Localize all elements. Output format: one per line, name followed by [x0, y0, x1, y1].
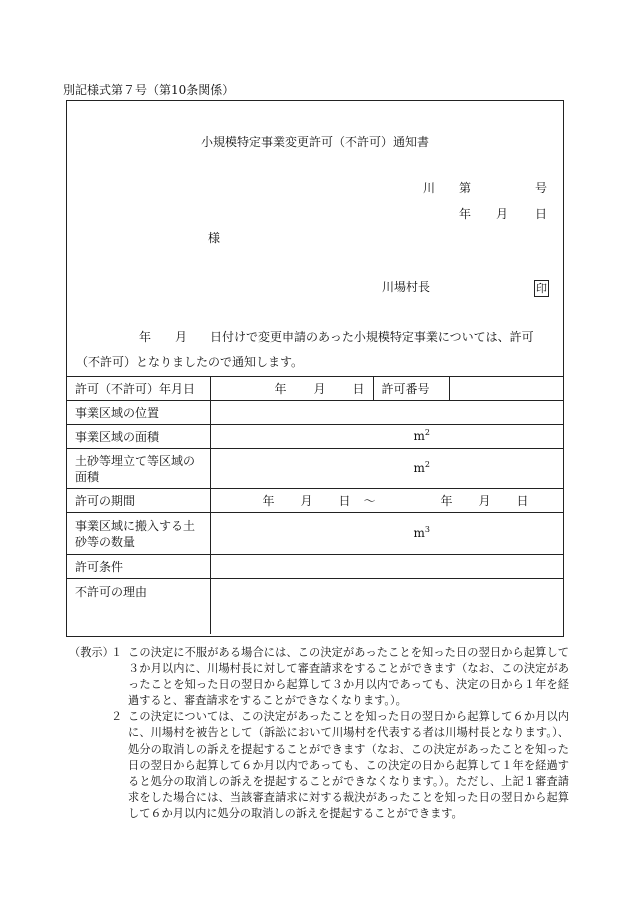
soil-volume-label: [67, 513, 210, 555]
instruction-1-number: １: [111, 646, 123, 659]
issuer-name: 川場村長: [382, 280, 431, 294]
soil-volume-label-line-1: 事業区域に搬入する土: [75, 518, 196, 533]
period-to-day: 日: [516, 494, 529, 508]
fill-area-value: [210, 449, 563, 489]
date-month: 月: [496, 207, 509, 221]
period-from-month: 月: [300, 494, 313, 508]
conditions-label: 許可条件: [67, 555, 210, 579]
area-label: 事業区域の面積: [67, 425, 210, 449]
body-year: 年: [139, 330, 152, 344]
fill-area-unit: m: [413, 460, 425, 475]
instruction-2-text: この決定については、この決定があったことを知った日の翌日から起算して６か月以内に、川場村を被告として（訴訟において川場村を代表する者は川場村長となります。）、処分の取消しの訴えを提起することができます（なお、この決定があったことを知った日の翌日から起算して６か月以内であっても、この決定の日から起算して１年を経過すると処分の取消しの訴えを提起することができなくなります。）。ただし、上記１審査請求をした場合には、当該審査請求に対する裁決があったことを知った日の翌日から起算して６か月以内に処分の取消しの訴えを提起することができます。: [128, 710, 569, 820]
addressee-sama: 様: [208, 231, 221, 245]
table-row-permit-date: [67, 377, 563, 401]
table-row-location: [67, 401, 563, 425]
permit-details-table: [67, 376, 563, 634]
table-row-period: [67, 489, 563, 513]
location-label: 事業区域の位置: [67, 401, 210, 425]
body-line-1: 日付けで変更申請のあった小規模特定事業については、許可: [210, 330, 534, 344]
area-unit-sup: 2: [424, 427, 430, 437]
body-line-2: （不許可）となりましたので通知します。: [76, 355, 304, 369]
permit-date-label: 許可（不許可）年月日: [67, 377, 210, 401]
notice-form-frame: [66, 100, 564, 637]
permit-date-value: [210, 377, 373, 401]
soil-volume-unit-sup: 3: [424, 524, 430, 534]
conditions-value: [210, 555, 563, 579]
body-month: 月: [175, 330, 188, 344]
period-to-year: 年: [440, 494, 453, 508]
period-to-month: 月: [478, 494, 491, 508]
instructions-section: [69, 645, 569, 822]
form-number-label: 別記様式第７号（第10条関係）: [63, 83, 235, 97]
fill-area-label: [67, 449, 210, 489]
instructions-lead: （教示）: [69, 646, 114, 659]
table-row-soil-volume: [67, 513, 563, 555]
fill-area-label-line-2: 面積: [75, 469, 100, 484]
permit-date-year: 年: [274, 382, 287, 396]
instruction-2-number: ２: [111, 710, 123, 724]
number-go: 号: [535, 181, 548, 195]
area-value: [210, 425, 563, 449]
soil-volume-label-line-2: 砂等の数量: [75, 534, 136, 549]
permit-number-value: [449, 377, 563, 401]
fill-area-label-line-1: 土砂等埋立て等区域の: [75, 453, 196, 468]
period-label: 許可の期間: [67, 489, 210, 513]
seal-mark: [534, 277, 549, 297]
period-value: [210, 489, 563, 513]
permit-number-label: 許可番号: [373, 377, 449, 401]
soil-volume-unit: m: [413, 525, 425, 540]
number-dai: 第: [459, 181, 472, 195]
location-value: [210, 401, 563, 425]
document-title: 小規模特定事業変更許可（不許可）通知書: [200, 135, 429, 149]
table-row-conditions: [67, 555, 563, 579]
area-unit: m: [413, 428, 425, 443]
instruction-item-1: [69, 645, 569, 709]
permit-date-month: 月: [313, 382, 326, 396]
permit-date-day: 日: [352, 382, 365, 396]
table-row-fill-area: [67, 449, 563, 489]
instruction-1-text: この決定に不服がある場合には、この決定があったことを知った日の翌日から起算して３か月以内に、川場村長に対して審査請求をすることができます（なお、この決定があったことを知った日の翌日から起算して３か月以内であっても、決定の日から１年を経過すると、審査請求をすることができなくなります。）。: [128, 646, 569, 708]
table-row-refusal-reason: [67, 579, 563, 634]
refusal-reason-value: [210, 579, 563, 634]
period-from-year: 年: [262, 494, 275, 508]
instruction-item-2: [69, 709, 569, 822]
period-from-day: 日: [338, 494, 351, 508]
table-row-area: [67, 425, 563, 449]
period-tilde: ～: [363, 494, 376, 508]
refusal-reason-label: 不許可の理由: [67, 579, 210, 634]
soil-volume-value: [210, 513, 563, 555]
fill-area-unit-sup: 2: [424, 459, 430, 469]
date-day: 日: [535, 207, 548, 221]
seal-text: 印: [536, 282, 547, 295]
office-prefix: 川: [423, 181, 436, 195]
date-year: 年: [459, 207, 472, 221]
